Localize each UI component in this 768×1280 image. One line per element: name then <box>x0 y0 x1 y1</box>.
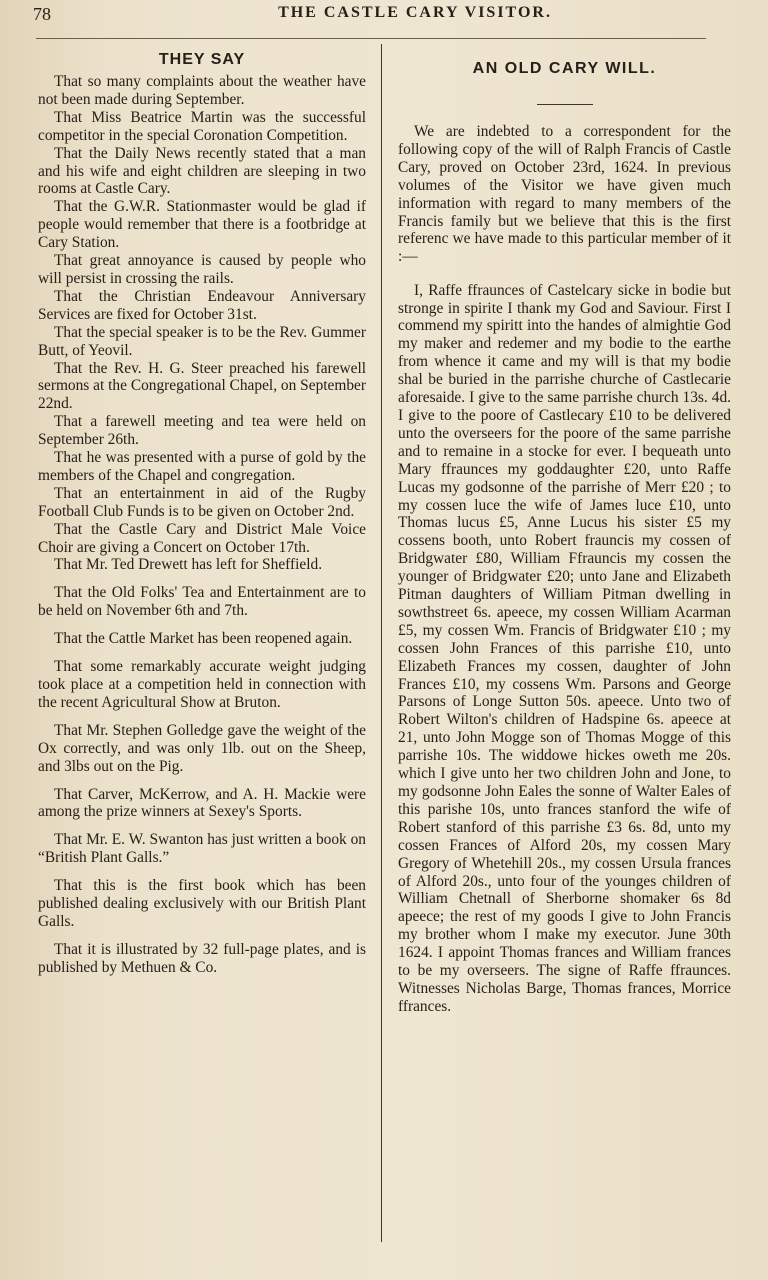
they-say-item: That the special speaker is to be the Rev. Gummer Butt, of Yeovil. <box>38 323 366 359</box>
they-say-item: That some remarkably accurate weight judging took place at a competition held in connection with the recent Agricultural Show at Bruton. <box>38 658 366 711</box>
page-number: 78 <box>33 4 51 24</box>
they-say-heading: THEY SAY <box>158 51 246 68</box>
they-say-item: That the Cattle Market has been reopened again. <box>54 630 353 648</box>
they-say-item: That this is the first book which has been published dealing exclusively with our British Plant Galls. <box>38 877 366 930</box>
will-text: I, Raffe ffraunces of Castelcary sicke in bodie but stronge in spirite I thank my God and Saviour. First I commend my spiritt into the handes of almightie God my maker and redemer and my bodie to the earthe from whence it came and my will is that my bodie shal be buried in the parrishe churche of Castlecarie aforesaide. I give to the same parrishe church 13s. 4d. I give to the poore of Castlecary £10 to be delivered unto the overseers for the poore of the same parrishe and to remaine in a stocke for ever. I bequeath unto Mary ffraunces my goddaughter £20, unto Raffe Lucas my godsonne of the parrishe of Merr £20 ; to my cossen luce the wife of James luce £10, unto Thomas lucus £5, Anne Lucus his sister £5 my cossens booth, unto Robert fraunсis my cossen of Bridgwater £80, William Ffrauncis my cossen the younger of Bridgwater £20; unto Jane and Elizabeth Pitman daughters of William Pitman dwelling in sowthstreet 6s. apeece, my cossen William Acarman £5, my cossen Wm. Francis of Bridgwater £10 ; my cossen John Frances of this parrishe £10, unto Elizabeth Frances my cossen, daughter of John Frances £10, my cossens Wm. Parsons and George Parsons of Longe Sutton 50s. apeece. Unto two of Robert Wilton's children of Hadspine 6s. apeece at 21, unto John Mogge son of Thomas Mogge of this parrishe 10s. The widdowe hickes oweth me 20s. which I give unto her two children John and Jone, to my godsonne John Eales the sonne of Walter Eales of this parishe 10s, unto frances stanford the wife of Robert stanford of this parrishe £3 6s. 8d, unto my cossen Frances of Alford 20s, my cossen Mary Gregory of Whetehill 20s., my cossen Ursula frances of Alford 20s., unto four of the younges children of William Chetnall of Sherborne shomaker 6s 8d apeece; the rest of my goods I give to John Francis my brother whom I make my executor. June 30th 1624. I appoint Thomas frances and William frances to be my overseers. The signe of Raffe ffraunces. Witnesses Nicholas Barge, Thomas frances, Morrice ffrances. <box>398 281 731 1015</box>
they-say-item: That Mr. E. W. Swanton has just written a book on “British Plant Galls.” <box>38 831 366 867</box>
they-say-item: That Carver, McKerrow, and A. H. Mackie were among the prize winners at Sexey's Sports. <box>38 785 366 821</box>
they-say-item: That the Christian Endeavour Anniversary Services are fixed for October 31st. <box>38 287 366 323</box>
they-say-column <box>38 50 366 977</box>
they-say-item: That an entertainment in aid of the Rugby Football Club Funds is to be given on October 2nd. <box>38 484 366 520</box>
running-head <box>30 4 730 28</box>
they-say-item: That the Old Folks' Tea and Entertainment are to be held on November 6th and 7th. <box>38 584 366 620</box>
heading-rule <box>537 104 593 105</box>
they-say-item: That great annoyance is caused by people who will persist in crossing the rails. <box>38 252 366 287</box>
they-say-item: That the G.W.R. Stationmaster would be glad if people would remember that there is a footbridge at Cary Station. <box>38 198 366 252</box>
they-say-item: That the Castle Cary and District Male Voice Choir are giving a Concert on October 17th. <box>38 520 366 556</box>
old-cary-will-column <box>398 58 731 1031</box>
column-divider <box>381 44 382 1242</box>
they-say-item: That he was presented with a purse of gold by the members of the Chapel and congregation. <box>38 449 366 484</box>
old-cary-will-heading: AN OLD CARY WILL. <box>472 60 657 77</box>
they-say-item: That it is illustrated by 32 full-page plates, and is published by Methuen & Co. <box>38 940 366 976</box>
header-rule <box>36 38 706 39</box>
they-say-item: That the Rev. H. G. Steer preached his farewell sermons at the Congregational Chapel, on September 22nd. <box>38 359 366 413</box>
they-say-item: That Miss Beatrice Martin was the successful competitor in the special Coronation Competition. <box>38 108 366 144</box>
they-say-item: That a farewell meeting and tea were held on September 26th. <box>38 413 366 449</box>
they-say-item: That Mr. Stephen Golledge gave the weight of the Ox correctly, and was only 1lb. out on the Sheep, and 3lbs out on the Pig. <box>38 721 366 775</box>
will-introduction: We are indebted to a correspondent for the following copy of the will of Ralph Francis of Castle Cary, proved on October 23rd, 1624. In previous volumes of the Visitor we have given much information with regard to many members of the Francis family but we believe that this is the first referenc we have made to this particular member of it :— <box>398 123 731 266</box>
they-say-item: That so many complaints about the weather have not been made during September. <box>38 73 366 108</box>
they-say-item: That the Daily News recently stated that a man and his wife and eight children are sleeping in two rooms at Castle Cary. <box>38 144 366 198</box>
journal-title: THE CASTLE CARY VISITOR. <box>278 4 552 21</box>
they-say-item: That Mr. Ted Drewett has left for Sheffield. <box>54 556 323 574</box>
